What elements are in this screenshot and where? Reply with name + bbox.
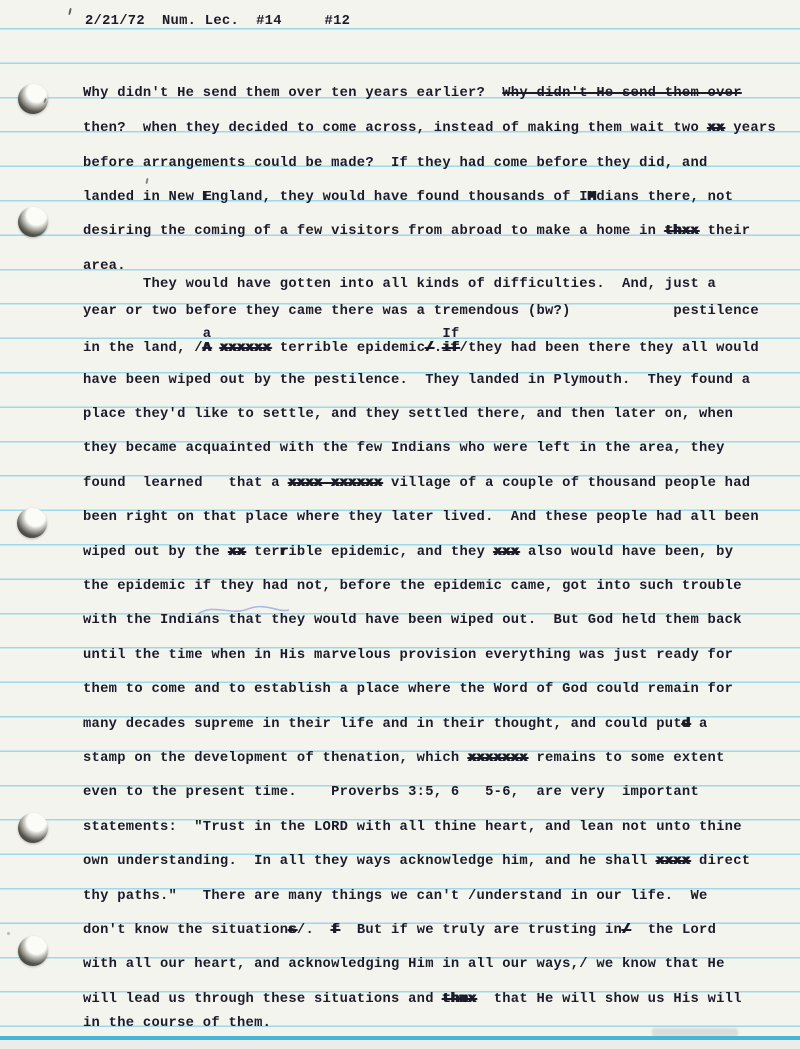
- text-line: in the land, /aA xxxxxx terrible epidemic/.Ifif/they had been there they all would: [83, 327, 759, 356]
- text-line: wiped out by the xx terrible epidemic, and they xxx also would have been, by: [83, 545, 734, 560]
- punch-hole: [18, 207, 48, 237]
- ink-speck: [68, 8, 72, 15]
- text-line: then? when they decided to come across, instead of making them wait two xx years: [83, 121, 777, 136]
- text-line: before arrangements could be made? If they had come before they did, and: [83, 156, 708, 171]
- text-line: many decades supreme in their life and in their thought, and could putd a: [83, 717, 708, 732]
- text-line: them to come and to establish a place where the Word of God could remain for: [83, 682, 734, 697]
- text-line: landed in New England, they would have found thousands of IMdians there, not: [83, 190, 734, 205]
- text-line: have been wiped out by the pestilence. They landed in Plymouth. They found a: [83, 373, 751, 388]
- pen-squiggle: [196, 601, 292, 619]
- text-line: own understanding. In all they ways acknowledge him, and he shall xxxx direct: [83, 854, 751, 869]
- ink-speck: [7, 932, 10, 935]
- page-edge: [0, 1040, 800, 1049]
- page-header: 2/21/72 Num. Lec. #14 #12: [85, 14, 351, 29]
- punch-hole: [18, 936, 48, 966]
- text-line: the epidemic if they had not, before the epidemic came, got into such trouble: [83, 579, 742, 594]
- text-line: stamp on the development of thenation, which xxxxxxx remains to some extent: [83, 751, 725, 766]
- text-line: will lead us through these situations and thmx that He will show us His will: [83, 992, 742, 1007]
- text-line: been right on that place where they later lived. And these people had all been: [83, 510, 759, 525]
- text-line: don't know the situations/. f But if we truly are trusting in/ the Lord: [83, 923, 717, 938]
- text-line: area. They would have gotten into all kinds of difficulties. And, just a: [83, 259, 717, 292]
- text-line: Why didn't He send them over ten years earlier? Why didn't He send them over: [83, 86, 742, 101]
- text-line: place they'd like to settle, and they settled there, and then later on, when: [83, 407, 734, 422]
- text-line: year or two before they came there was a tremendous (bw?) pestilence: [83, 304, 759, 319]
- punch-hole: [17, 508, 47, 538]
- text-line: statements: "Trust in the LORD with all thine heart, and lean not unto thine: [83, 820, 742, 835]
- text-line: even to the present time. Proverbs 3:5, 6 5-6, are very important: [83, 785, 699, 800]
- text-line: found learned that a xxxx xxxxxx village of a couple of thousand people had: [83, 476, 751, 491]
- text-line: thy paths." There are many things we can't /understand in our life. We: [83, 889, 708, 904]
- text-line: with all our heart, and acknowledging Him in all our ways,/ we know that He: [83, 957, 725, 972]
- punch-hole: [18, 813, 48, 843]
- ink-speck: [145, 178, 148, 184]
- text-line: until the time when in His marvelous provision everything was just ready for: [83, 648, 734, 663]
- text-line: in the course of them.: [83, 1016, 272, 1031]
- text-line: they became acquainted with the few Indians who were left in the area, they: [83, 441, 725, 456]
- text-line: with the Indians that they would have been wiped out. But God held them back: [83, 613, 742, 628]
- text-line: desiring the coming of a few visitors from abroad to make a home in thxx their: [83, 224, 751, 239]
